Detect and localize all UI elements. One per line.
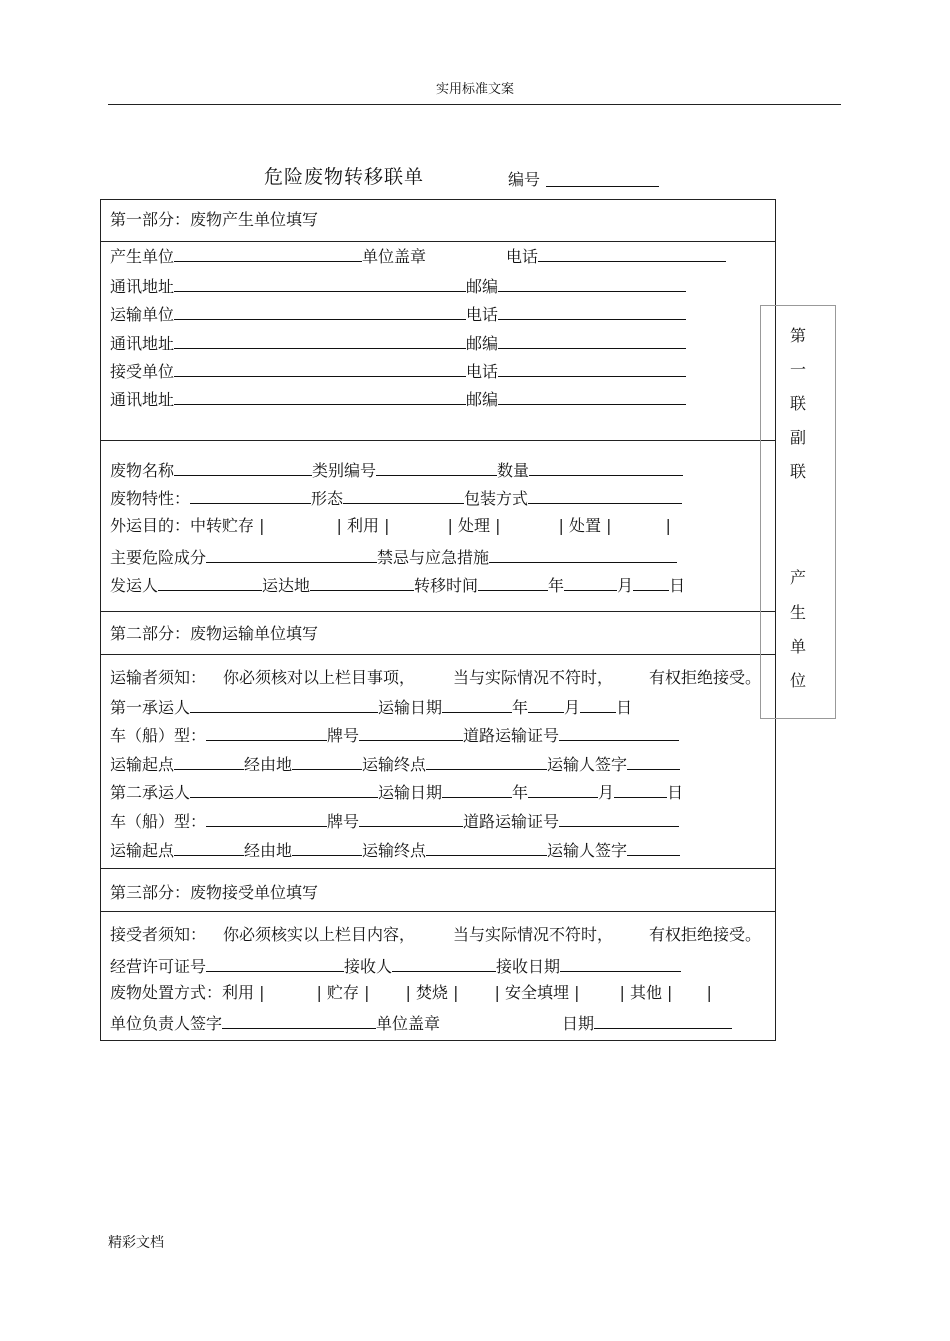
label-vehicle-type: 车（船）型： — [110, 812, 207, 831]
input-waste-name[interactable] — [174, 459, 312, 476]
label-purpose-utilize: 利用 — [346, 516, 379, 535]
input-vehicle1-permit[interactable] — [559, 724, 679, 741]
input-route1-end[interactable] — [426, 753, 547, 770]
input-vehicle2-permit[interactable] — [559, 810, 679, 827]
label-form: 形态 — [311, 489, 344, 508]
checkbox-other[interactable]: | — [667, 983, 673, 1002]
input-carrier-1[interactable] — [190, 696, 378, 713]
input-transporter-unit[interactable] — [174, 303, 466, 320]
label-day: 日 — [667, 783, 684, 802]
divider-1 — [101, 241, 775, 242]
label-end: 运输终点 — [362, 841, 427, 860]
part2-heading: 第二部分：废物运输单位填写 — [110, 624, 319, 643]
input-carrier2-year[interactable] — [442, 781, 512, 798]
checkbox-separator: | — [665, 516, 671, 535]
label-plate: 牌号 — [327, 726, 360, 745]
label-responsible-sign: 单位负责人签字 — [110, 1014, 223, 1033]
input-route1-start[interactable] — [174, 753, 244, 770]
row-route-2 — [110, 839, 680, 861]
row-vehicle-2 — [110, 810, 679, 832]
label-day: 日 — [616, 698, 633, 717]
input-route2-signature[interactable] — [627, 839, 680, 856]
label-carrier-1: 第一承运人 — [110, 698, 191, 717]
label-purpose: 外运目的：中转贮存 — [110, 516, 255, 535]
serial-input-line[interactable] — [546, 186, 659, 187]
input-carrier1-month[interactable] — [528, 696, 564, 713]
input-producer-postcode[interactable] — [498, 275, 686, 292]
row-transporter — [110, 303, 686, 325]
label-road-permit: 道路运输证号 — [463, 812, 560, 831]
input-shipper[interactable] — [158, 574, 262, 591]
label-disposal-store: 贮存 — [326, 983, 359, 1002]
input-producer[interactable] — [174, 245, 362, 262]
input-responsible-sign[interactable] — [222, 1012, 376, 1029]
row-waste-property — [110, 487, 682, 509]
label-disposal-landfill: 安全填埋 — [504, 983, 569, 1002]
input-waste-property[interactable] — [190, 487, 311, 504]
label-shipper: 发运人 — [110, 576, 159, 595]
part1-heading: 第一部分：废物产生单位填写 — [110, 210, 319, 229]
label-address: 通讯地址 — [110, 277, 175, 296]
label-producer: 产生单位 — [110, 247, 175, 266]
row-receive-notice — [110, 925, 761, 945]
row-producer-address — [110, 275, 686, 297]
header-rule — [108, 104, 841, 105]
row-shipment — [110, 574, 685, 596]
checkbox-separator: | — [316, 983, 327, 1002]
label-destination: 运达地 — [262, 576, 311, 595]
label-signature: 运输人签字 — [547, 841, 628, 860]
label-year: 年 — [548, 576, 565, 595]
label-end: 运输终点 — [362, 755, 427, 774]
label-month: 月 — [617, 576, 634, 595]
label-waste-name: 废物名称 — [110, 461, 175, 480]
checkbox-transfer-storage[interactable]: | — [259, 516, 265, 535]
input-date[interactable] — [594, 1012, 732, 1029]
label-via: 经由地 — [244, 841, 293, 860]
input-receiver-phone[interactable] — [498, 360, 686, 377]
row-receiver — [110, 360, 686, 382]
checkbox-separator: | — [494, 983, 505, 1002]
side-char: 一 — [789, 360, 806, 379]
checkbox-utilize[interactable]: | — [259, 983, 265, 1002]
input-carrier2-month[interactable] — [528, 781, 598, 798]
label-taboo: 禁忌与应急措施 — [377, 548, 490, 567]
label-postcode: 邮编 — [466, 390, 499, 409]
checkbox-separator: | — [706, 983, 712, 1002]
side-char: 副 — [789, 428, 806, 447]
form-title: 危险废物转移联单 — [264, 166, 425, 188]
label-signature: 运输人签字 — [547, 755, 628, 774]
input-transfer-month[interactable] — [564, 574, 617, 591]
input-vehicle1-type[interactable] — [206, 724, 327, 741]
input-receiver[interactable] — [392, 955, 496, 972]
part3-heading: 第三部分：废物接受单位填写 — [110, 883, 319, 902]
label-phone: 电话 — [506, 247, 539, 266]
label-address: 通讯地址 — [110, 334, 175, 353]
label-phone: 电话 — [466, 305, 499, 324]
input-transporter-address[interactable] — [174, 332, 466, 349]
checkbox-separator: | — [336, 516, 347, 535]
label-license: 经营许可证号 — [110, 957, 207, 976]
divider-3 — [101, 611, 775, 612]
row-transport-notice — [110, 668, 761, 688]
side-char: 联 — [789, 394, 806, 413]
label-vehicle-type: 车（船）型： — [110, 726, 207, 745]
input-vehicle1-plate[interactable] — [359, 724, 463, 741]
side-char: 第 — [789, 326, 806, 345]
row-waste-name — [110, 459, 683, 481]
side-char: 产 — [789, 568, 806, 587]
checkbox-separator: | — [447, 516, 458, 535]
label-postcode: 邮编 — [466, 277, 499, 296]
label-transfer-time: 转移时间 — [414, 576, 479, 595]
notice-refuse: 有权拒绝接受。 — [649, 668, 762, 687]
input-main-hazard[interactable] — [206, 546, 377, 563]
input-carrier2-day[interactable] — [614, 781, 667, 798]
checkbox-burn[interactable]: | — [453, 983, 459, 1002]
input-route1-via[interactable] — [292, 753, 362, 770]
notice-title: 运输者须知： — [110, 668, 207, 687]
input-vehicle2-plate[interactable] — [359, 810, 463, 827]
transfer-form — [100, 199, 776, 1041]
label-seal: 单位盖章 — [376, 1014, 441, 1033]
label-postcode: 邮编 — [466, 334, 499, 353]
checkbox-separator: | — [405, 983, 416, 1002]
input-route1-signature[interactable] — [627, 753, 680, 770]
input-carrier1-day[interactable] — [580, 696, 616, 713]
label-waste-property: 废物特性： — [110, 489, 191, 508]
label-receive-date: 接收日期 — [496, 957, 561, 976]
input-receiver-unit[interactable] — [174, 360, 466, 377]
row-route-1 — [110, 753, 680, 775]
input-transfer-year[interactable] — [478, 574, 548, 591]
checkbox-treat[interactable]: | — [495, 516, 501, 535]
label-carrier-2: 第二承运人 — [110, 783, 191, 802]
label-disposal-method: 废物处置方式：利用 — [110, 983, 255, 1002]
label-start: 运输起点 — [110, 755, 175, 774]
label-road-permit: 道路运输证号 — [463, 726, 560, 745]
input-producer-address[interactable] — [174, 275, 466, 292]
label-transport-date: 运输日期 — [378, 698, 443, 717]
input-route2-end[interactable] — [426, 839, 547, 856]
notice-mismatch: 当与实际情况不符时， — [453, 668, 614, 687]
row-receiver-address — [110, 388, 686, 410]
copy-label-box — [760, 305, 836, 719]
input-producer-phone[interactable] — [538, 245, 726, 262]
row-hazard — [110, 546, 677, 568]
label-plate: 牌号 — [327, 812, 360, 831]
label-date: 日期 — [562, 1014, 595, 1033]
label-receiver: 接收人 — [344, 957, 393, 976]
checkbox-separator: | — [619, 983, 630, 1002]
input-transporter-phone[interactable] — [498, 303, 686, 320]
divider-2 — [101, 440, 775, 441]
row-responsible — [110, 1012, 732, 1034]
checkbox-utilize[interactable]: | — [384, 516, 390, 535]
divider-5 — [101, 868, 775, 869]
label-purpose-dispose: 处置 — [568, 516, 601, 535]
serial-label: 编号 — [508, 170, 541, 189]
checkbox-dispose[interactable]: | — [606, 516, 612, 535]
label-category-code: 类别编号 — [312, 461, 377, 480]
row-producer — [110, 245, 726, 267]
label-seal: 单位盖章 — [362, 247, 427, 266]
label-via: 经由地 — [244, 755, 293, 774]
input-carrier-2[interactable] — [190, 781, 378, 798]
notice-mismatch: 当与实际情况不符时， — [453, 925, 614, 944]
divider-4 — [101, 654, 775, 655]
input-transfer-day[interactable] — [633, 574, 669, 591]
label-month: 月 — [598, 783, 615, 802]
row-transporter-address — [110, 332, 686, 354]
input-route2-start[interactable] — [174, 839, 244, 856]
input-vehicle2-type[interactable] — [206, 810, 327, 827]
checkbox-separator: | — [558, 516, 569, 535]
input-carrier1-year[interactable] — [442, 696, 512, 713]
label-month: 月 — [564, 698, 581, 717]
row-license — [110, 955, 681, 977]
notice-refuse: 有权拒绝接受。 — [649, 925, 762, 944]
input-license[interactable] — [206, 955, 344, 972]
divider-6 — [101, 911, 775, 912]
label-main-hazard: 主要危险成分 — [110, 548, 207, 567]
label-disposal-burn: 焚烧 — [415, 983, 448, 1002]
side-char: 联 — [789, 462, 806, 481]
notice-check: 你必须核对以上栏目事项， — [223, 668, 416, 687]
label-packaging: 包装方式 — [464, 489, 529, 508]
label-purpose-treat: 处理 — [457, 516, 490, 535]
label-quantity: 数量 — [497, 461, 530, 480]
checkbox-store[interactable]: | — [364, 983, 370, 1002]
notice-verify: 你必须核实以上栏目内容， — [223, 925, 416, 944]
input-receiver-address[interactable] — [174, 388, 466, 405]
label-receiver-unit: 接受单位 — [110, 362, 175, 381]
input-transporter-postcode[interactable] — [498, 332, 686, 349]
row-disposal — [110, 983, 712, 1003]
input-receive-date[interactable] — [560, 955, 681, 972]
label-year: 年 — [512, 698, 529, 717]
input-packaging[interactable] — [528, 487, 682, 504]
checkbox-landfill[interactable]: | — [574, 983, 580, 1002]
label-day: 日 — [669, 576, 686, 595]
label-transport-date: 运输日期 — [378, 783, 443, 802]
label-phone: 电话 — [466, 362, 499, 381]
label-year: 年 — [512, 783, 529, 802]
label-start: 运输起点 — [110, 841, 175, 860]
side-char: 位 — [789, 671, 806, 690]
row-vehicle-1 — [110, 724, 679, 746]
input-taboo[interactable] — [489, 546, 677, 563]
side-char: 生 — [789, 603, 806, 622]
input-quantity[interactable] — [529, 459, 683, 476]
page-footer: 精彩文档 — [108, 1235, 164, 1251]
notice-title: 接受者须知： — [110, 925, 207, 944]
input-receiver-postcode[interactable] — [498, 388, 686, 405]
label-disposal-other: 其他 — [629, 983, 662, 1002]
row-purpose — [110, 516, 671, 536]
input-category-code[interactable] — [376, 459, 497, 476]
page-header: 实用标准文案 — [435, 82, 514, 97]
input-destination[interactable] — [310, 574, 414, 591]
input-form[interactable] — [343, 487, 464, 504]
label-transporter-unit: 运输单位 — [110, 305, 175, 324]
input-route2-via[interactable] — [292, 839, 362, 856]
side-char: 单 — [789, 637, 806, 656]
row-carrier-2 — [110, 781, 683, 803]
label-address: 通讯地址 — [110, 390, 175, 409]
row-carrier-1 — [110, 696, 632, 718]
